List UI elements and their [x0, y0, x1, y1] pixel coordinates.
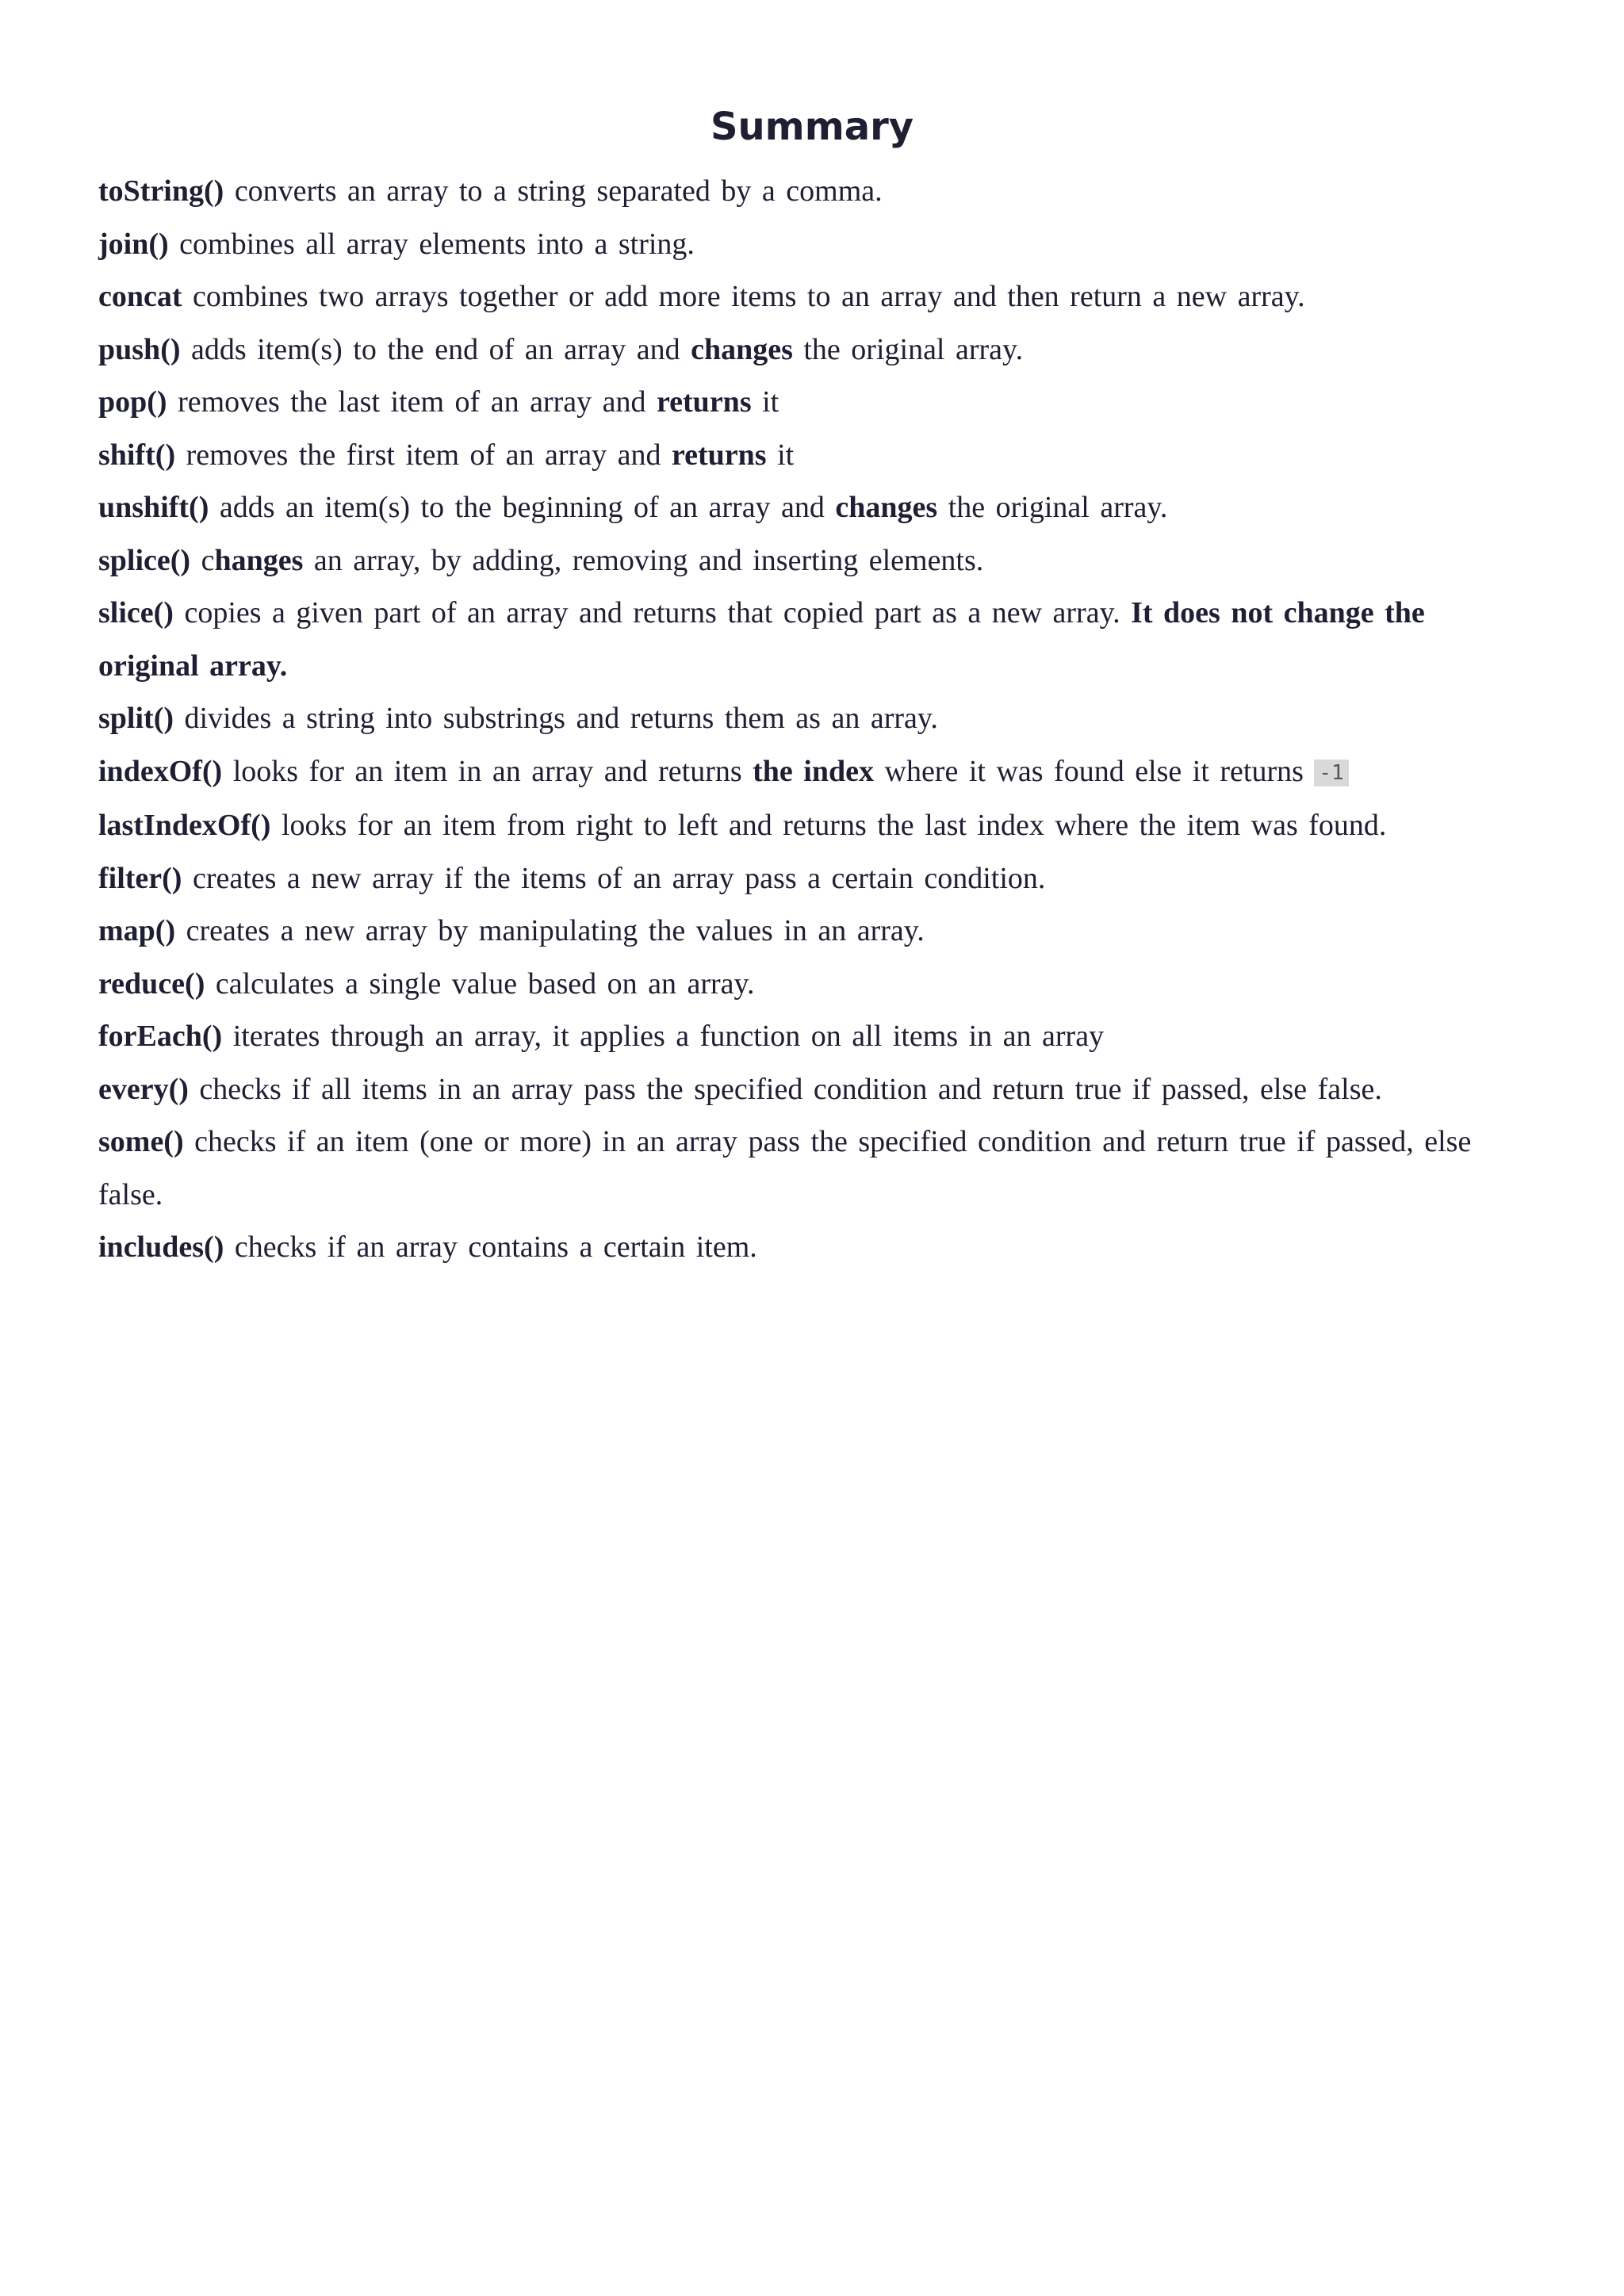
entry-some: [98, 1115, 1534, 1221]
entry-indexof: [98, 745, 1534, 800]
description: combines two arrays together or add more items to an array and then return a new array.: [182, 280, 1305, 313]
description-end: an array, by adding, removing and inserting elements.: [303, 543, 984, 577]
method-name: reduce(): [98, 966, 205, 1001]
method-name: filter(): [98, 861, 182, 895]
entry-join: [98, 218, 1534, 271]
description: looks for an item from right to left and returns the last index where the item was found.: [270, 809, 1387, 842]
description: copies a given part of an array and returns that copied part as a new array.: [173, 596, 1132, 629]
emphasis: the index: [753, 754, 874, 788]
description: calculates a single value based on an array.: [205, 966, 755, 1001]
description: checks if an array contains a certain item.: [224, 1230, 757, 1264]
entry-every: [98, 1063, 1534, 1116]
summary-list: [98, 165, 1534, 1274]
entry-slice: [98, 587, 1534, 692]
entry-concat: [98, 270, 1534, 323]
entry-pop: [98, 376, 1534, 429]
method-name: includes(): [98, 1230, 224, 1264]
method-name: pop(): [98, 385, 167, 419]
emphasis: returns: [671, 438, 767, 472]
description: removes the last item of an array and: [167, 385, 657, 419]
description: checks if an item (one or more) in an array pass the specified condition and return true if passed, else false.: [98, 1125, 1472, 1211]
method-name: splice(): [98, 543, 191, 577]
method-name: indexOf(): [98, 754, 223, 788]
method-name: every(): [98, 1072, 189, 1106]
page-title: Summary: [710, 105, 914, 149]
method-name: shift(): [98, 438, 176, 472]
emphasis: returns: [656, 385, 752, 419]
method-name: forEach(): [98, 1020, 223, 1053]
emphasis: hanges: [214, 543, 304, 577]
description: removes the first item of an array and: [175, 438, 672, 472]
description-end: the original array.: [792, 332, 1024, 366]
description: iterates through an array, it applies a function on all items in an array: [222, 1020, 1105, 1053]
description-end: it: [751, 385, 779, 419]
entry-unshift: [98, 481, 1534, 534]
method-name: some(): [98, 1125, 184, 1158]
description-end: it: [766, 438, 795, 472]
entry-foreach: [98, 1010, 1534, 1063]
entry-splice: [98, 534, 1534, 587]
description: divides a string into substrings and returns them as an array.: [174, 702, 938, 735]
method-name: join(): [98, 227, 169, 261]
entry-map: [98, 905, 1534, 958]
description: converts an array to a string separated by a comma.: [224, 174, 883, 208]
description: looks for an item in an array and returns: [222, 754, 753, 788]
entry-tostring: [98, 165, 1534, 218]
method-name: toString(): [98, 174, 224, 208]
method-name: unshift(): [98, 491, 209, 524]
description: checks if all items in an array pass the specified condition and return true if passed, else false.: [188, 1072, 1382, 1106]
method-name: push(): [98, 332, 181, 366]
method-name: map(): [98, 914, 176, 947]
inline-code: -1: [1314, 760, 1348, 786]
description: c: [190, 543, 215, 577]
description: adds an item(s) to the beginning of an array and: [209, 491, 836, 524]
emphasis: changes: [691, 332, 793, 366]
entry-push: [98, 323, 1534, 377]
method-name: concat: [98, 280, 182, 313]
description: creates a new array by manipulating the values in an array.: [175, 914, 925, 947]
description: creates a new array if the items of an array pass a certain condition.: [182, 861, 1046, 895]
entry-shift: [98, 429, 1534, 482]
entry-includes: [98, 1221, 1534, 1274]
entry-reduce: [98, 958, 1534, 1011]
emphasis: changes: [835, 491, 938, 524]
method-name: split(): [98, 702, 174, 735]
entry-filter: [98, 852, 1534, 905]
description-end: where it was found else it returns: [874, 754, 1315, 788]
method-name: lastIndexOf(): [98, 809, 271, 842]
entry-lastindexof: [98, 799, 1534, 852]
description-end: the original array.: [937, 491, 1168, 524]
emphasis: It does not change the original array.: [98, 596, 1425, 683]
description: combines all array elements into a string.: [168, 227, 695, 261]
method-name: slice(): [98, 596, 174, 629]
entry-split: [98, 692, 1534, 745]
description: adds item(s) to the end of an array and: [180, 332, 691, 366]
